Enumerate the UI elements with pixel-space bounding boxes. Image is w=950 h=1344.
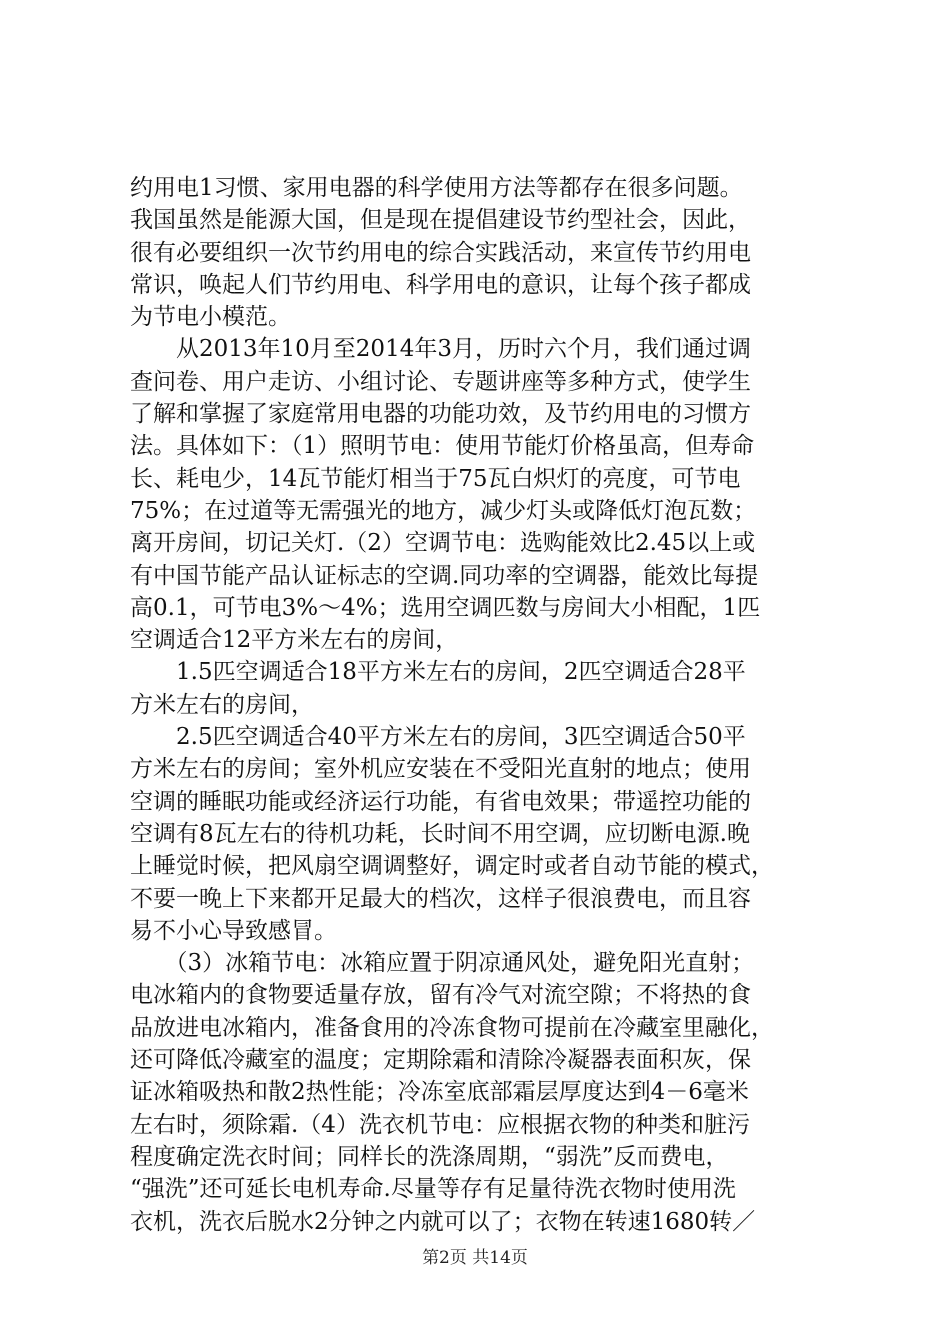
text-line: 不要一晚上下来都开足最大的档次，这样子很浪费电，而且容 xyxy=(130,885,751,912)
text-line: 有中国节能产品认证标志的空调.同功率的空调器，能效比每提 xyxy=(130,562,759,589)
text-line: 75%；在过道等无需强光的地方，减少灯头或降低灯泡瓦数； xyxy=(130,497,757,524)
text-line: 很有必要组织一次节约用电的综合实践活动，来宣传节约用电 xyxy=(130,239,751,266)
text-line: 方米左右的房间；室外机应安装在不受阳光直射的地点；使用 xyxy=(130,756,751,783)
text-line: 为节电小模范。 xyxy=(130,304,291,331)
text-line: （3）冰箱节电：冰箱应置于阴凉通风处，避免阳光直射； xyxy=(164,950,755,977)
text-line: 常识，唤起人们节约用电、科学用电的意识，让每个孩子都成 xyxy=(130,271,751,298)
document-body xyxy=(130,172,845,1238)
text-line: 空调有8瓦左右的待机功耗，长时间不用空调，应切断电源.晚 xyxy=(130,820,750,847)
text-line: 查问卷、用户走访、小组讨论、专题讲座等多种方式，使学生 xyxy=(130,368,751,395)
text-line: 离开房间，切记关灯.（2）空调节电：选购能效比2.45以上或 xyxy=(130,530,756,557)
text-line: 我国虽然是能源大国，但是现在提倡建设节约型社会，因此， xyxy=(130,207,751,234)
text-line: 衣机，洗衣后脱水2分钟之内就可以了；衣物在转速1680转／ xyxy=(130,1208,756,1235)
text-line: 品放进电冰箱内，准备食用的冷冻食物可提前在冷藏室里融化， xyxy=(130,1014,774,1041)
text-line: 程度确定洗衣时间；同样长的洗涤周期，“弱洗”反而费电， xyxy=(130,1143,729,1170)
text-line: “强洗”还可延长电机寿命.尽量等存有足量待洗衣物时使用洗 xyxy=(130,1176,736,1203)
text-line: 空调适合12平方米左右的房间， xyxy=(130,627,459,654)
text-line: 1.5匹空调适合18平方米左右的房间，2匹空调适合28平 xyxy=(176,659,746,686)
text-line: 空调的睡眠功能或经济运行功能，有省电效果；带遥控功能的 xyxy=(130,788,751,815)
text-line: 上睡觉时候，把风扇空调调整好，调定时或者自动节能的模式， xyxy=(130,853,774,880)
text-line: 左右时，须除霜.（4）洗衣机节电：应根据衣物的种类和脏污 xyxy=(130,1111,750,1138)
text-line: 约用电1习惯、家用电器的科学使用方法等都存在很多问题。 xyxy=(130,175,743,201)
text-line: 还可降低冷藏室的温度；定期除霜和清除冷凝器表面积灰，保 xyxy=(130,1047,751,1074)
text-line: 方米左右的房间， xyxy=(130,691,314,718)
page-footer: 第2页 共14页 xyxy=(422,1248,528,1268)
text-line: 电冰箱内的食物要适量存放，留有冷气对流空隙；不将热的食 xyxy=(130,982,751,1009)
text-line: 长、耗电少，14瓦节能灯相当于75瓦白炽灯的亮度，可节电 xyxy=(130,465,741,492)
text-line: 易不小心导致感冒。 xyxy=(130,917,337,944)
text-line: 2.5匹空调适合40平方米左右的房间，3匹空调适合50平 xyxy=(176,724,746,751)
text-line: 从2013年10月至2014年3月，历时六个月，我们通过调 xyxy=(176,336,751,363)
text-line: 证冰箱吸热和散2热性能；冷冻室底部霜层厚度达到4－6毫米 xyxy=(130,1079,749,1106)
text-line: 了解和掌握了家庭常用电器的功能功效，及节约用电的习惯方 xyxy=(130,401,751,428)
text-line: 法。具体如下：（1）照明节电：使用节能灯价格虽高，但寿命 xyxy=(130,433,755,460)
text-line: 高0.1，可节电3%～4%；选用空调匹数与房间大小相配，1匹 xyxy=(130,594,761,621)
